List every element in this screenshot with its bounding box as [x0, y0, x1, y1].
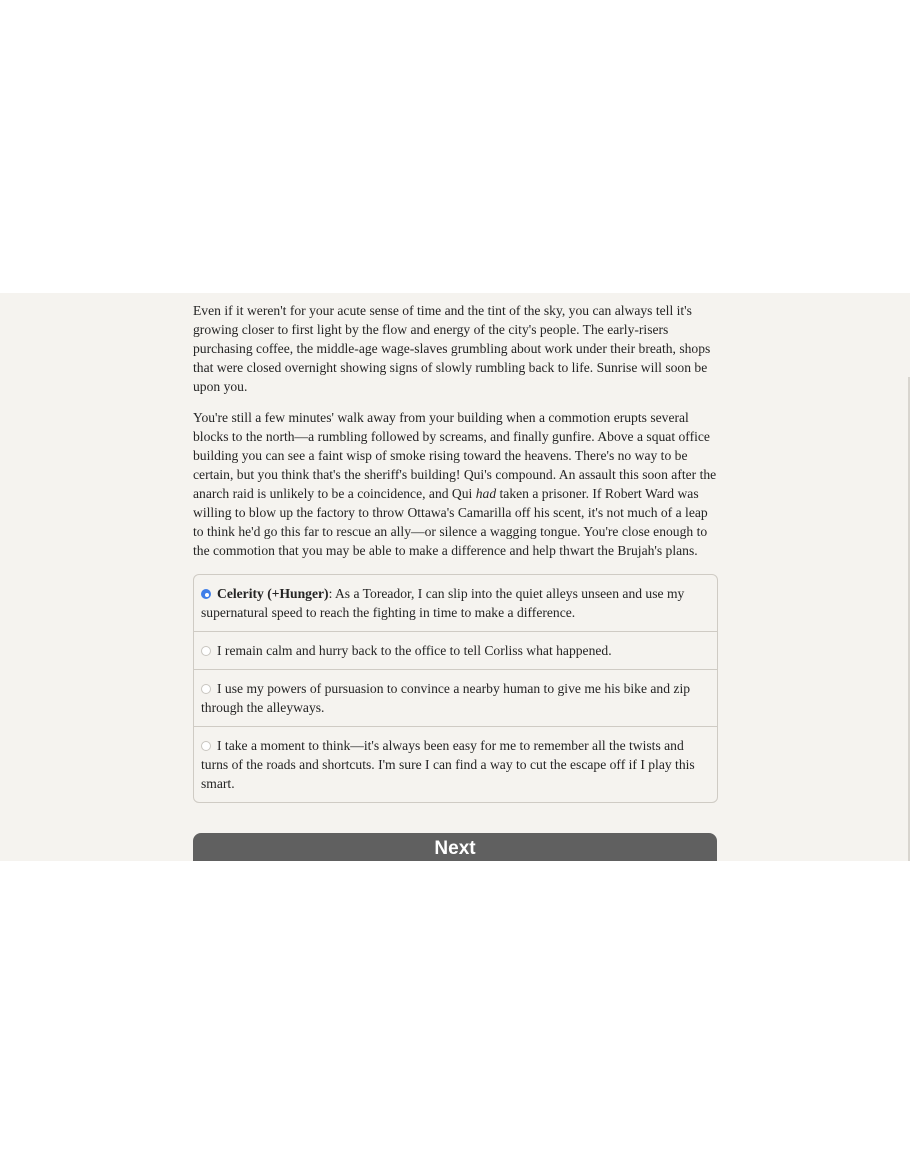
radio-unselected-icon[interactable] — [201, 646, 211, 656]
game-panel — [0, 293, 910, 861]
radio-selected-icon[interactable] — [201, 589, 211, 599]
radio-unselected-icon[interactable] — [201, 741, 211, 751]
choice-list — [193, 574, 718, 803]
choice-option-3[interactable] — [194, 669, 717, 726]
choice-option-4-text: I take a moment to think—it's always been easy for me to remember all the twists and turns of the roads and shortcuts. I'm sure I can find a way to cut the escape off if I play this smart. — [201, 738, 695, 791]
choice-option-3-text: I use my powers of pursuasion to convince a nearby human to give me his bike and zip through the alleyways. — [201, 681, 691, 715]
story-paragraph-2-end: taken a prisoner. If Robert Ward was willing to blow up the factory to throw Ottawa's Camarilla off his scent, it's not much of a leap to think he'd go this far to rescue an ally—or silence a wagging tongue. You're close enough to the commotion that you may be able to make a difference and help thwart the Brujah's plans. — [193, 486, 708, 558]
choice-option-1[interactable] — [194, 575, 717, 631]
choice-option-4[interactable] — [194, 726, 717, 802]
choice-option-2-text: I remain calm and hurry back to the office to tell Corliss what happened. — [217, 643, 612, 658]
story-paragraph-2-start: You're still a few minutes' walk away from your building when a commotion erupts several blocks to the north—a rumbling followed by screams, and finally gunfire. Above a squat office building you can see a faint wisp of smoke rising toward the heavens. There's no way to be certain, but you think that's the sheriff's building! Qui's compound. An assault this soon after the anarch raid is unlikely to be a coincidence, and Qui — [193, 410, 717, 501]
radio-unselected-icon[interactable] — [201, 684, 211, 694]
choice-option-1-title: Celerity (+Hunger) — [217, 586, 329, 601]
next-button[interactable]: Next — [193, 833, 717, 861]
choice-option-1-text: : As a Toreador, I can slip into the quiet alleys unseen and use my supernatural speed to reach the fighting in time to make a difference. — [201, 586, 685, 620]
story-paragraph-1: Even if it weren't for your acute sense of time and the tint of the sky, you can always tell it's growing closer to first light by the flow and energy of the city's people. The early-risers purchasing coffee, the middle-age wage-slaves grumbling about work under their breath, shops that were closed overnight showing signs of slowly rumbling back to life. Sunrise will soon be upon you. — [193, 303, 711, 394]
story-content — [193, 301, 718, 803]
story-paragraph-2 — [193, 408, 718, 560]
choice-option-2[interactable] — [194, 631, 717, 669]
story-paragraph-2-emphasis: had — [475, 486, 497, 501]
